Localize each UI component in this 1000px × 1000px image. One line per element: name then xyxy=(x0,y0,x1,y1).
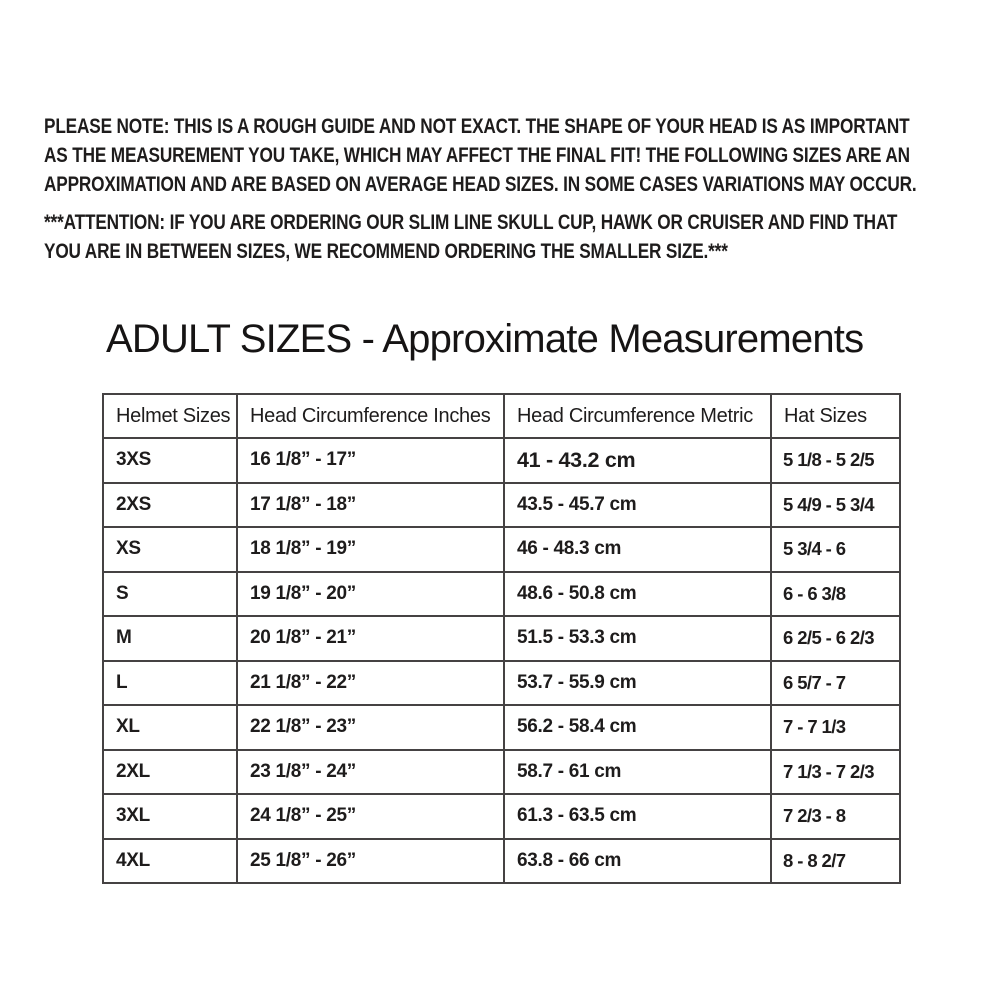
column-header-helmet-sizes: Helmet Sizes xyxy=(103,394,237,438)
hat-size-cell: 7 1/3 - 7 2/3 xyxy=(771,750,900,795)
hat-size-cell: 5 1/8 - 5 2/5 xyxy=(771,438,900,483)
page-title: ADULT SIZES - Approximate Measurements xyxy=(106,317,864,361)
hat-size-cell: 5 3/4 - 6 xyxy=(771,527,900,572)
helmet-size-cell: 2XL xyxy=(103,750,237,795)
inches-cell: 19 1/8” - 20” xyxy=(237,572,504,617)
metric-cell: 46 - 48.3 cm xyxy=(504,527,771,572)
attention-line: ***ATTENTION: IF YOU ARE ORDERING OUR SLIM LINE SKULL CUP, HAWK OR CRUISER AND FIND THAT xyxy=(44,211,898,234)
metric-cell: 41 - 43.2 cm xyxy=(504,438,771,483)
table-row xyxy=(103,794,900,839)
helmet-size-cell: M xyxy=(103,616,237,661)
inches-cell: 21 1/8” - 22” xyxy=(237,661,504,706)
please-note-line: PLEASE NOTE: THIS IS A ROUGH GUIDE AND NOT EXACT. THE SHAPE OF YOUR HEAD IS AS IMPORTANT xyxy=(44,115,910,138)
inches-cell: 16 1/8” - 17” xyxy=(237,438,504,483)
table-row xyxy=(103,572,900,617)
hat-size-cell: 7 2/3 - 8 xyxy=(771,794,900,839)
inches-cell: 18 1/8” - 19” xyxy=(237,527,504,572)
inches-cell: 17 1/8” - 18” xyxy=(237,483,504,528)
helmet-size-cell: XL xyxy=(103,705,237,750)
adult-sizes-table xyxy=(102,393,901,884)
inches-cell: 25 1/8” - 26” xyxy=(237,839,504,884)
helmet-size-cell: 3XS xyxy=(103,438,237,483)
metric-cell: 56.2 - 58.4 cm xyxy=(504,705,771,750)
table-row xyxy=(103,661,900,706)
hat-size-cell: 8 - 8 2/7 xyxy=(771,839,900,884)
metric-cell: 43.5 - 45.7 cm xyxy=(504,483,771,528)
metric-cell: 58.7 - 61 cm xyxy=(504,750,771,795)
table-row xyxy=(103,483,900,528)
please-note-line: AS THE MEASUREMENT YOU TAKE, WHICH MAY AFFECT THE FINAL FIT! THE FOLLOWING SIZES ARE AN xyxy=(44,144,910,167)
helmet-size-cell: S xyxy=(103,572,237,617)
table-row xyxy=(103,527,900,572)
please-note-paragraph xyxy=(44,112,1000,199)
helmet-size-cell: L xyxy=(103,661,237,706)
inches-cell: 23 1/8” - 24” xyxy=(237,750,504,795)
hat-size-cell: 5 4/9 - 5 3/4 xyxy=(771,483,900,528)
column-header-metric: Head Circumference Metric xyxy=(504,394,771,438)
table-row xyxy=(103,750,900,795)
inches-cell: 24 1/8” - 25” xyxy=(237,794,504,839)
attention-paragraph xyxy=(44,208,1000,266)
metric-cell: 53.7 - 55.9 cm xyxy=(504,661,771,706)
notes-section xyxy=(44,112,1000,266)
column-header-hat-sizes: Hat Sizes xyxy=(771,394,900,438)
table-header-row xyxy=(103,394,900,438)
attention-line: YOU ARE IN BETWEEN SIZES, WE RECOMMEND ORDERING THE SMALLER SIZE.*** xyxy=(44,240,728,263)
table-row xyxy=(103,839,900,884)
table-row xyxy=(103,705,900,750)
helmet-size-cell: 4XL xyxy=(103,839,237,884)
hat-size-cell: 7 - 7 1/3 xyxy=(771,705,900,750)
metric-cell: 61.3 - 63.5 cm xyxy=(504,794,771,839)
hat-size-cell: 6 - 6 3/8 xyxy=(771,572,900,617)
please-note-line: APPROXIMATION AND ARE BASED ON AVERAGE HEAD SIZES. IN SOME CASES VARIATIONS MAY OCCUR. xyxy=(44,173,917,196)
helmet-size-cell: 3XL xyxy=(103,794,237,839)
table-row xyxy=(103,616,900,661)
hat-size-cell: 6 5/7 - 7 xyxy=(771,661,900,706)
metric-cell: 51.5 - 53.3 cm xyxy=(504,616,771,661)
metric-cell: 48.6 - 50.8 cm xyxy=(504,572,771,617)
helmet-size-cell: XS xyxy=(103,527,237,572)
helmet-size-cell: 2XS xyxy=(103,483,237,528)
inches-cell: 20 1/8” - 21” xyxy=(237,616,504,661)
hat-size-cell: 6 2/5 - 6 2/3 xyxy=(771,616,900,661)
table-row xyxy=(103,438,900,483)
metric-cell: 63.8 - 66 cm xyxy=(504,839,771,884)
column-header-inches: Head Circumference Inches xyxy=(237,394,504,438)
inches-cell: 22 1/8” - 23” xyxy=(237,705,504,750)
